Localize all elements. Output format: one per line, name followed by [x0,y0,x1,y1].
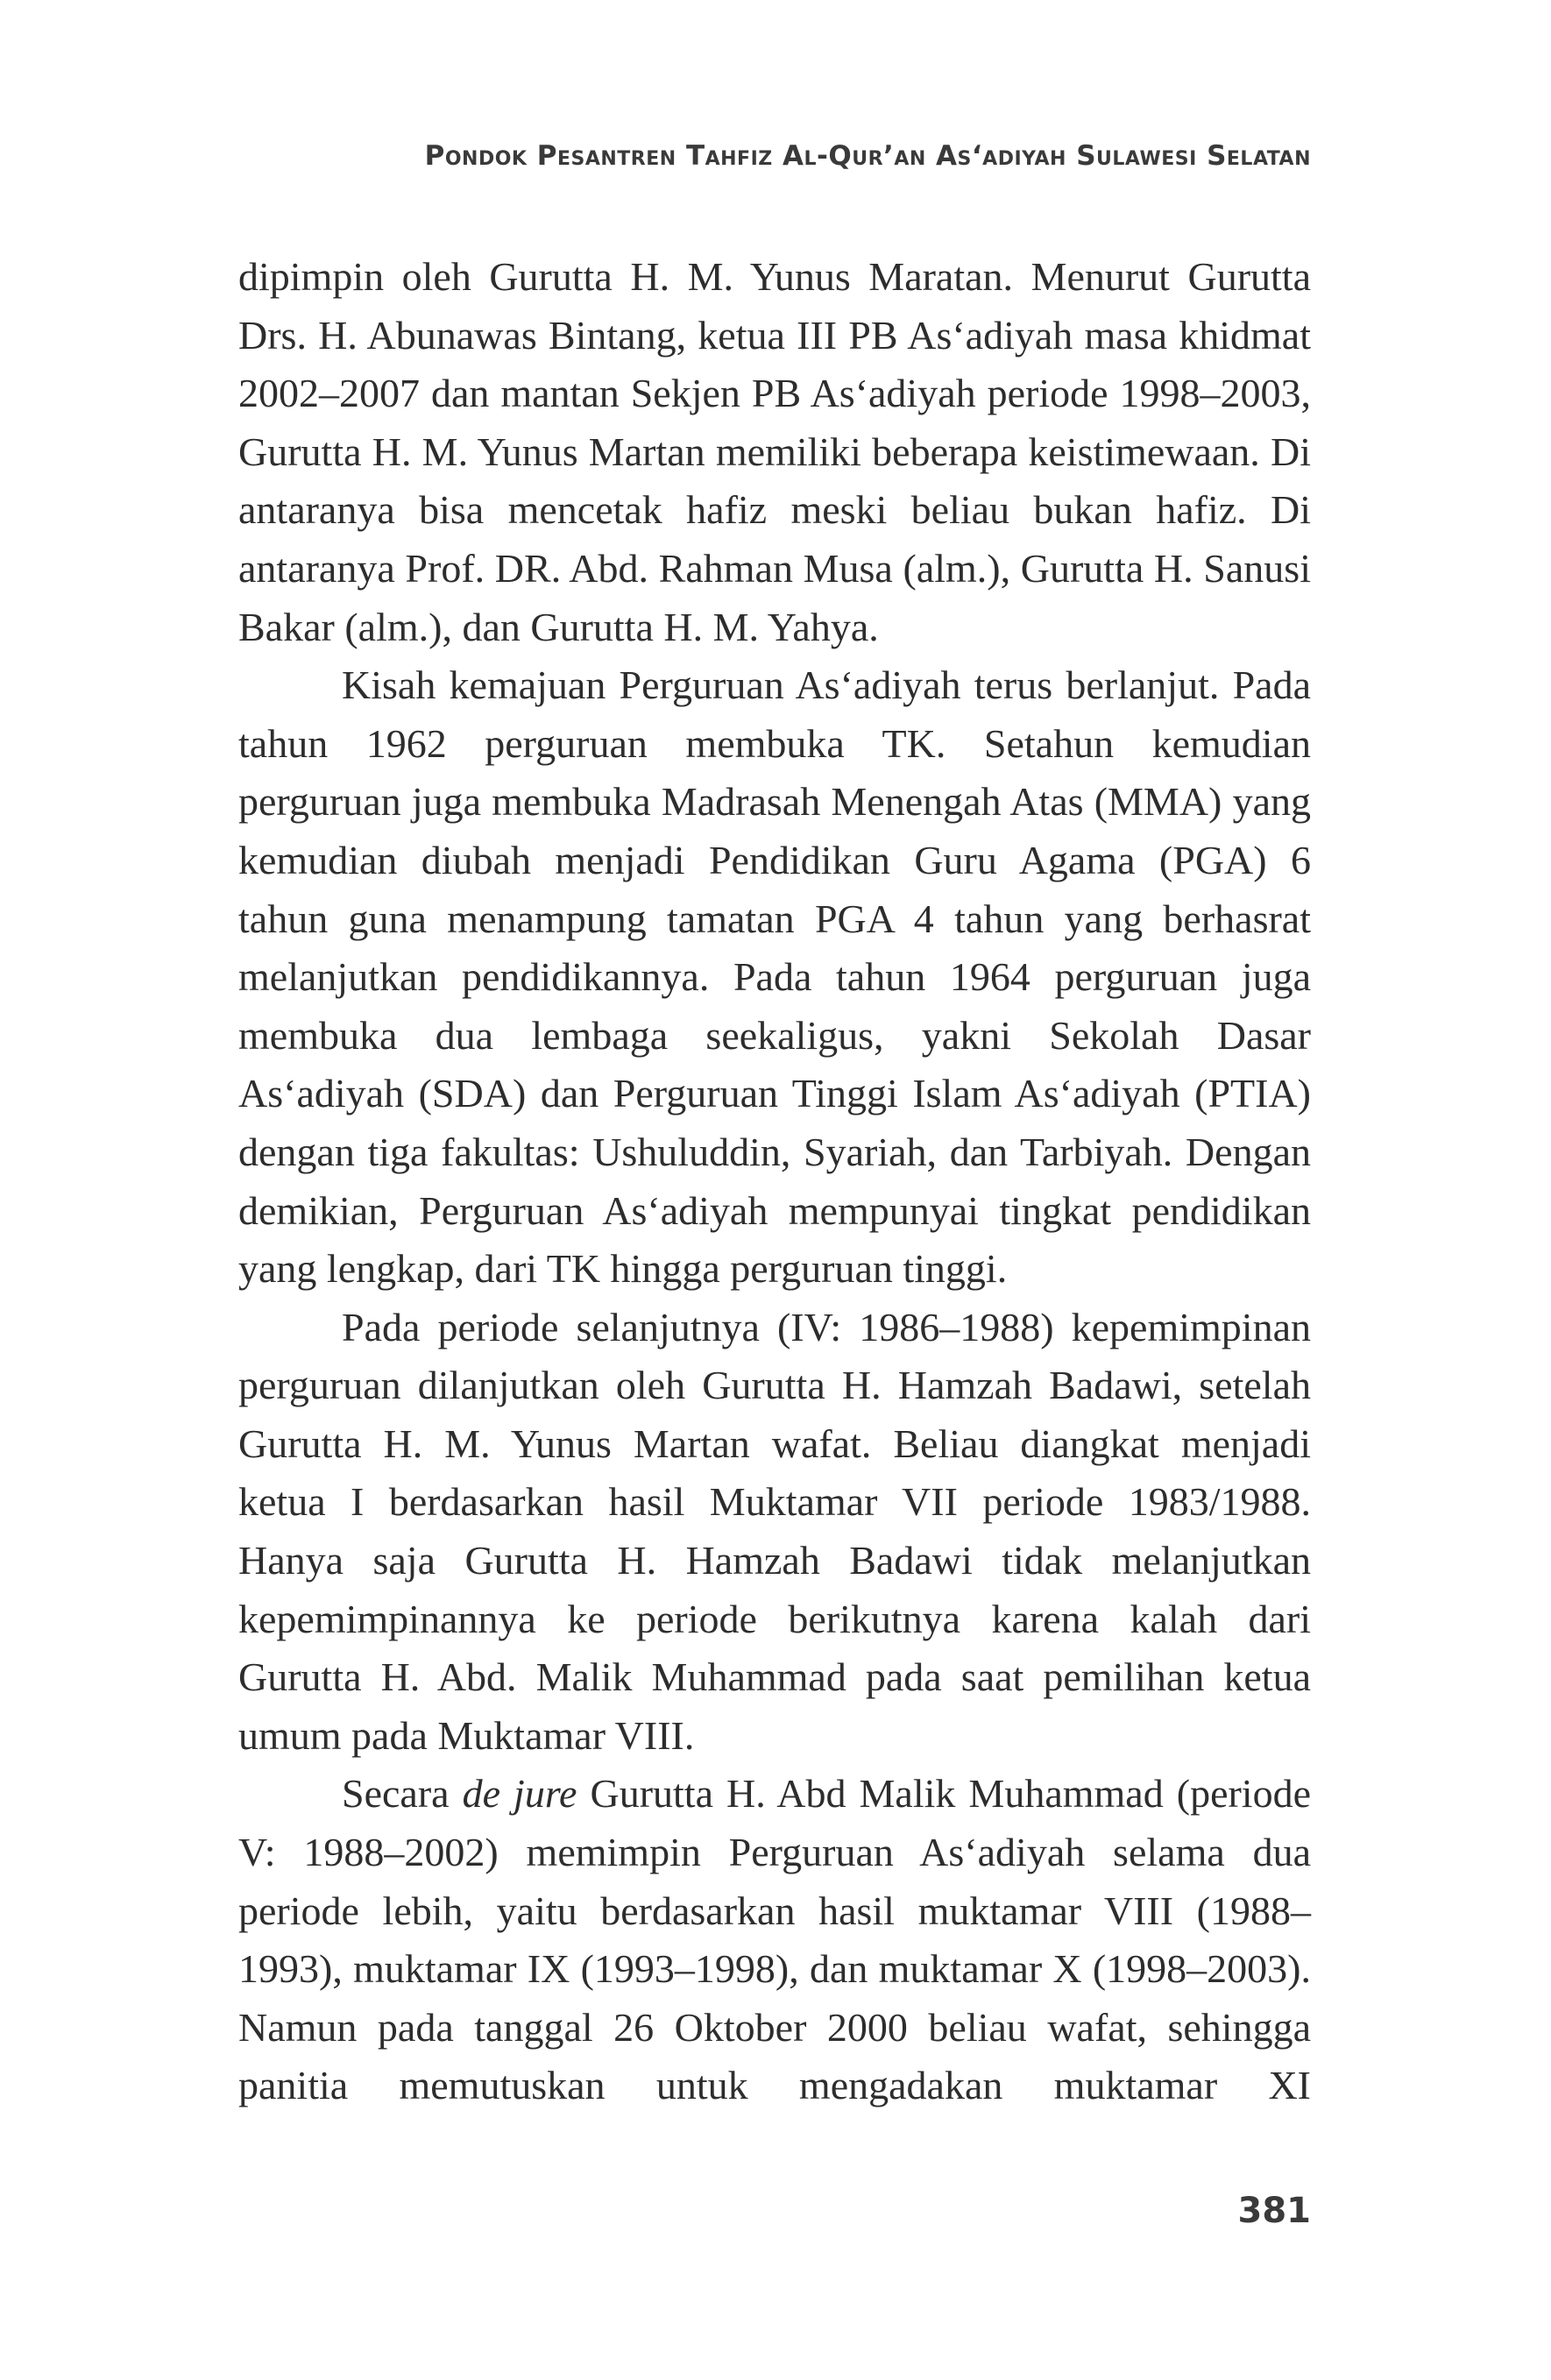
paragraph-4 [238,1765,1311,2115]
paragraph-1: dipimpin oleh Gurutta H. M. Yunus Maratan. Menurut Gurutta Drs. H. Abunawas Bintang, ketua III PB As‘adiyah masa khidmat 2002–2007 dan mantan Sekjen PB As‘adiyah periode 1998–2003, Gurutta H. M. Yunus Martan memiliki beberapa keistimewaan. Di antaranya bisa mencetak hafiz meski beliau bukan hafiz. Di antaranya Prof. DR. Abd. Rahman Musa (alm.), Gurutta H. Sanusi Bakar (alm.), dan Gurutta H. M. Yahya. [238,254,1311,649]
page-number: 381 [1237,2191,1311,2231]
paragraph-4-rest: Gurutta H. Abd Malik Muhammad (periode V: 1988–2002) memimpin Perguruan As‘adiyah selama dua periode lebih, yaitu berdasarkan hasil muktamar VIII (1988–1993), muktamar IX (1993–1998), dan muktamar X (1998–2003). Namun pada tanggal 26 Oktober 2000 beliau wafat, sehingga panitia memutuskan untuk mengadakan muktamar XI [238,1771,1311,2108]
body-text [238,248,1311,2115]
paragraph-2: Kisah kemajuan Perguruan As‘adiyah terus berlanjut. Pada tahun 1962 perguruan membuka TK. Setahun kemudian perguruan juga membuka Madrasah Menengah Atas (MMA) yang kemudian diubah menjadi Pendidikan Guru Agama (PGA) 6 tahun guna menampung tamatan PGA 4 tahun yang berhasrat melanjutkan pendidikannya. Pada tahun 1964 perguruan juga membuka dua lembaga seekaligus, yakni Sekolah Dasar As‘adiyah (SDA) dan Perguruan Tinggi Islam As‘adiyah (PTIA) dengan tiga fakultas: Ushuluddin, Syariah, dan Tarbiyah. Dengan demikian, Perguruan As‘adiyah mempunyai tingkat pendidikan yang lengkap, dari TK hingga perguruan tinggi. [238,662,1311,1292]
running-header: Pondok Pesantren Tahfiz Al-Qur’an As‘adiyah Sulawesi Selatan [424,140,1311,172]
paragraph-4-italic-term: de jure [462,1771,577,1817]
paragraph-3: Pada periode selanjutnya (IV: 1986–1988) kepemimpinan perguruan dilanjutkan oleh Gurutta H. Hamzah Badawi, setelah Gurutta H. M. Yunus Martan wafat. Beliau diangkat menjadi ketua I berdasarkan hasil Muktamar VII periode 1983/1988. Hanya saja Gurutta H. Hamzah Badawi tidak melanjutkan kepemimpinannya ke periode berikutnya karena kalah dari Gurutta H. Abd. Malik Muhammad pada saat pemilihan ketua umum pada Muktamar VIII. [238,1304,1311,1758]
paragraph-4-lead: Secara [342,1771,463,1817]
